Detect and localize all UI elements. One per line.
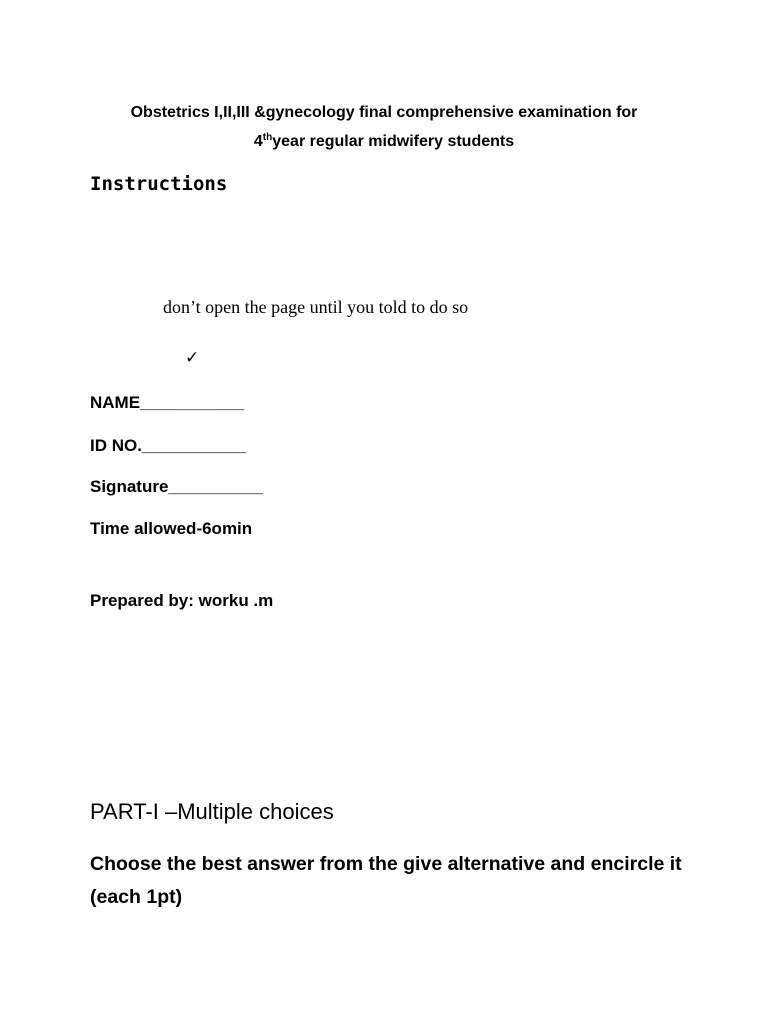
signature-field: Signature__________ — [90, 477, 263, 496]
exam-title-text-1: Obstetrics I,II,III &gynecology final comprehensive examination for — [130, 104, 638, 121]
exam-title-year-suffix: th — [262, 132, 273, 143]
part-one-heading: PART-I –Multiple choices — [90, 799, 334, 824]
exam-title-line-1 — [0, 104, 768, 122]
prepared-by-text: Prepared by: worku .m — [90, 591, 274, 610]
instructions-heading: Instructions — [90, 173, 228, 195]
time-allowed-text: Time allowed-6omin — [90, 519, 253, 538]
id-number-field: ID NO.___________ — [90, 436, 246, 455]
exam-title-year-number: 4 — [253, 133, 263, 150]
exam-title-text-2: year regular midwifery students — [272, 133, 515, 150]
name-field: NAME___________ — [90, 393, 245, 412]
part-one-instruction: Choose the best answer from the give alternative and encircle it (each 1pt) — [90, 853, 682, 908]
exam-title-line-2 — [0, 132, 768, 151]
instruction-text: don’t open the page until you told to do so — [163, 297, 469, 317]
checkmark-icon: ✓ — [185, 348, 200, 368]
